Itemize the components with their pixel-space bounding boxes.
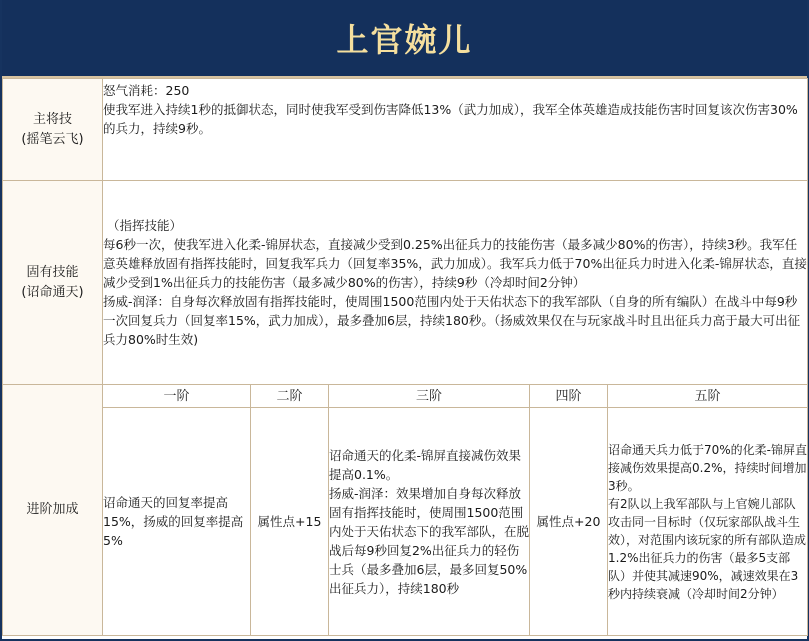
skill-name: 主将技 xyxy=(32,111,72,127)
tier-header: 二阶 xyxy=(251,385,329,408)
table-row xyxy=(3,385,808,408)
tier-content: 诏命通天的化柔-锦屏直接减伤效果提高0.1%。 扬威-润泽：效果增加自身每次释放固有指挥技能时，使周围1500范围内处于天佑状态下的我军部队，在脱战后每9秒回复2%出征兵力的轻伤士兵（最多叠加6层，最多回复50%出征兵力），持续180秒 xyxy=(329,408,530,636)
skill-desc-line: 使我军进入持续1秒的抵御状态，同时使我军受到伤害降低13%（武力加成），我军全体英雄造成技能伤害时回复该次伤害30%的兵力，持续9秒。 xyxy=(103,102,798,136)
skill-subname: (摇笔云飞) xyxy=(21,131,84,147)
tier-content: 诏命通天兵力低于70%的化柔-锦屏直接减伤效果提高0.2%，持续时间增加3秒。 有2队以上我军部队与上官婉儿部队攻击同一目标时（仅玩家部队战斗生效），对范围内该玩家的所有部队造成1.2%出征兵力的伤害（最多5支部队）并使其减速90%，减速效果在3秒内持续衰减（冷却时间2分钟） xyxy=(608,408,808,636)
skill-name: 固有技能 xyxy=(26,264,79,280)
skill-desc-line: 扬威-润泽：自身每次释放固有指挥技能时，使周围1500范围内处于天佑状态下的我军部队（自身的所有编队）在战斗中每9秒一次回复兵力（回复率15%，武力加成），最多叠加6层，持续180秒。（扬威效果仅在与玩家战斗时且出征兵力高于最大可出征兵力80%时生效) xyxy=(103,294,801,347)
table-row xyxy=(3,79,808,181)
skill-label-cell xyxy=(3,79,103,181)
tier-header: 四阶 xyxy=(530,385,608,408)
skill-desc-line: （指挥技能） xyxy=(107,218,183,233)
tier-header: 一阶 xyxy=(103,385,251,408)
skill-table xyxy=(2,78,808,636)
tier-content: 诏命通天的回复率提高15%，扬威的回复率提高5% xyxy=(103,408,251,636)
page-title: 上官婉儿 xyxy=(336,21,473,59)
table-row xyxy=(3,408,808,636)
advance-label: 进阶加成 xyxy=(3,385,103,636)
skill-description xyxy=(103,79,808,181)
table-row xyxy=(3,181,808,385)
tier-header: 五阶 xyxy=(608,385,808,408)
tier-content: 属性点+15 xyxy=(251,408,329,636)
title-banner xyxy=(2,0,807,78)
skill-desc-line: 每6秒一次，使我军进入化柔-锦屏状态，直接减少受到0.25%出征兵力的技能伤害（最多减少80%的伤害），持续3秒。我军任意英雄释放固有指挥技能时，回复我军兵力（回复率35%，武力加成）。我军兵力低于70%出征兵力时进入化柔-锦屏状态，直接减少受到1%出征兵力的技能伤害（最多减少80%的伤害），持续9秒（冷却时间2分钟） xyxy=(103,237,807,290)
tier-content: 属性点+20 xyxy=(530,408,608,636)
skill-desc-line: 怒气消耗：250 xyxy=(103,83,190,98)
skill-label-cell xyxy=(3,181,103,385)
skill-description xyxy=(103,181,808,385)
skill-subname: (诏命通天) xyxy=(21,284,84,300)
tier-header: 三阶 xyxy=(329,385,530,408)
